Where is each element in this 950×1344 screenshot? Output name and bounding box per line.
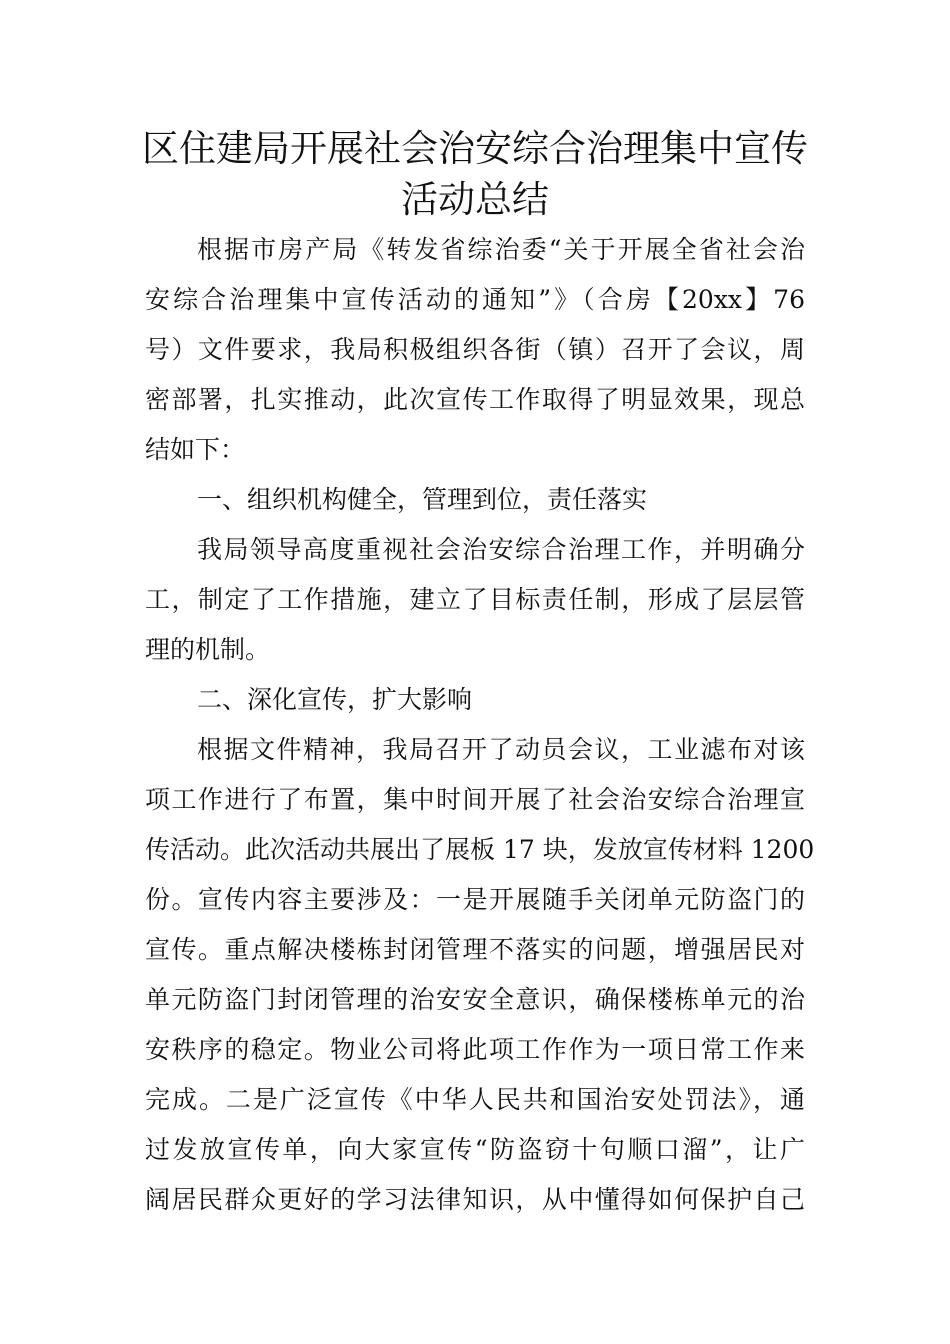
section-heading-1: 一、组织机构健全，管理到位，责任落实 — [197, 485, 648, 514]
paragraph-line: 宣传。重点解决楼栋封闭管理不落实的问题，增强居民对 — [145, 935, 805, 964]
paragraph-line: 根据文件精神，我局召开了动员会议，工业滤布对该 — [197, 735, 805, 764]
paragraph-line: 阔居民群众更好的学习法律知识，从中懂得如何保护自己 — [145, 1185, 805, 1214]
paragraph-line: 传活动。此次活动共展出了展板 17 块，发放宣传材料 1200 — [145, 835, 815, 864]
paragraph-line: 项工作进行了布置，集中时间开展了社会治安综合治理宣 — [145, 785, 805, 814]
paragraph-line: 过发放宣传单，向大家宣传“防盗窃十句顺口溜”，让广 — [145, 1135, 805, 1164]
document-title-line-2: 活动总结 — [401, 178, 549, 221]
document-title-line-1: 区住建局开展社会治安综合治理集中宣传 — [142, 127, 808, 170]
paragraph-line: 工，制定了工作措施，建立了目标责任制，形成了层层管 — [145, 585, 805, 614]
paragraph-line: 安秩序的稳定。物业公司将此项工作作为一项日常工作来 — [145, 1035, 805, 1064]
paragraph-line: 完成。二是广泛宣传《中华人民共和国治安处罚法》，通 — [145, 1085, 805, 1114]
paragraph-line: 安综合治理集中宣传活动的通知”》（合房【20xx】76 — [145, 285, 805, 314]
section-heading-2: 二、深化宣传，扩大影响 — [197, 685, 473, 714]
paragraph-line: 理的机制。 — [145, 635, 271, 664]
paragraph-line: 我局领导高度重视社会治安综合治理工作，并明确分 — [197, 535, 805, 564]
paragraph-line: 根据市房产局《转发省综治委“关于开展全省社会治 — [197, 235, 805, 264]
paragraph-line: 结如下： — [145, 435, 246, 464]
paragraph-line: 份。宣传内容主要涉及：一是开展随手关闭单元防盗门的 — [145, 885, 805, 914]
paragraph-line: 号）文件要求，我局积极组织各街（镇）召开了会议，周 — [145, 335, 805, 364]
paragraph-line: 单元防盗门封闭管理的治安安全意识，确保楼栋单元的治 — [145, 985, 805, 1014]
paragraph-line: 密部署，扎实推动，此次宣传工作取得了明显效果，现总 — [145, 385, 805, 414]
